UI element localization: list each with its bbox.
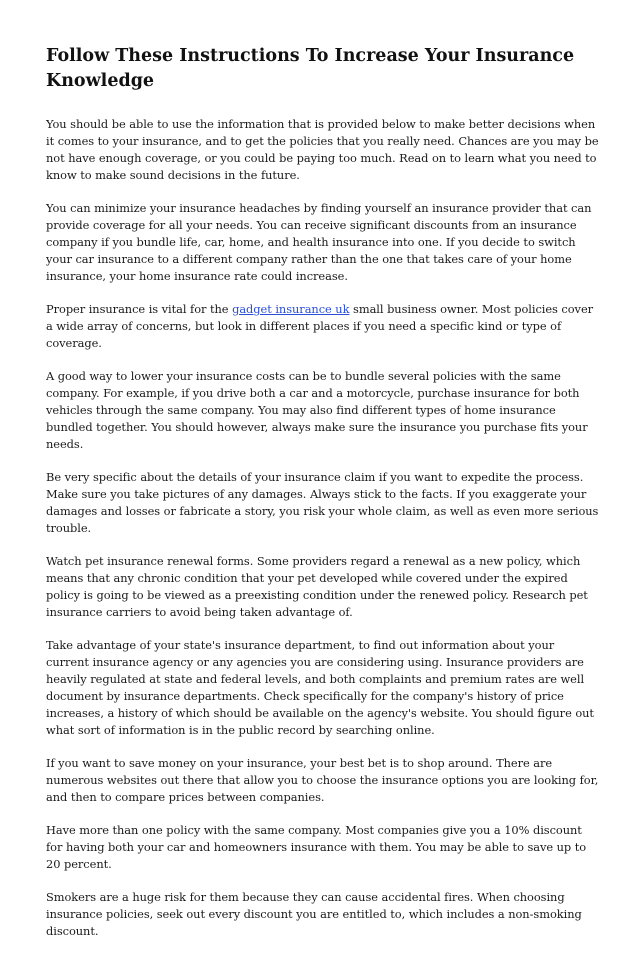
paragraph-proper-insurance [46, 301, 599, 352]
paragraph-minimize-headaches: You can minimize your insurance headaches by finding yourself an insurance provider that can provide coverage for all your needs. You can receive significant discounts from an insurance company if you bundle life, car, home, and health insurance into one. If you decide to switch your car insurance to a different company rather than the one that takes care of your home insurance, your home insurance rate could increase. [46, 201, 592, 283]
paragraph-intro: You should be able to use the information that is provided below to make better decisions when it comes to your insurance, and to get the policies that you really need. Chances are you may be not have enough coverage, or you could be paying too much. Read on to learn what you need to know to make sound decisions in the future. [46, 117, 599, 182]
paragraph-smokers: Smokers are a huge risk for them because they can cause accidental fires. When choosing insurance policies, seek out every discount you are entitled to, which includes a non-smoking discount. [46, 890, 582, 938]
paragraph-bundle-policies: A good way to lower your insurance costs can be to bundle several policies with the same company. For example, if you drive both a car and a motorcycle, purchase insurance for both vehicles through the same company. You may also find different types of home insurance bundled together. You should however, always make sure the insurance you purchase fits your needs. [46, 369, 588, 451]
paragraph-pet-insurance: Watch pet insurance renewal forms. Some providers regard a renewal as a new policy, which means that any chronic condition that your pet developed while covered under the expired policy is going to be viewed as a preexisting condition under the renewed policy. Research pet insurance carriers to avoid being taken advantage of. [46, 554, 588, 619]
paragraph-state-department: Take advantage of your state's insurance department, to find out information about your current insurance agency or any agencies you are considering using. Insurance providers are heavily regulated at state and federal levels, and both complaints and premium rates are well document by insurance departments. Check specifically for the company's history of price increases, a history of which should be available on the agency's website. You should figure out what sort of information is in the public record by searching online. [46, 638, 594, 737]
document-title: Follow These Instructions To Increase Your Insurance Knowledge [46, 46, 575, 91]
paragraph-text-after-link: small business owner. Most policies cover a wide array of concerns, but look in different places if you need a specific kind or type of coverage. [46, 302, 594, 350]
paragraph-claim-details: Be very specific about the details of your insurance claim if you want to expedite the process. Make sure you take pictures of any damages. Always stick to the facts. If you exaggerate your damages and losses or fabricate a story, you risk your whole claim, as well as even more serious trouble. [46, 470, 599, 535]
paragraph-multiple-policies: Have more than one policy with the same company. Most companies give you a 10% discount for having both your car and homeowners insurance with them. You may be able to save up to 20 percent. [46, 823, 587, 871]
paragraph-shop-around: If you want to save money on your insurance, your best bet is to shop around. There are numerous websites out there that allow you to choose the insurance options you are looking for, and then to compare prices between companies. [46, 756, 599, 804]
gadget-insurance-link[interactable]: gadget insurance uk [232, 302, 350, 316]
document-page [46, 44, 599, 956]
paragraph-text-before-link: Proper insurance is vital for the [46, 302, 233, 316]
